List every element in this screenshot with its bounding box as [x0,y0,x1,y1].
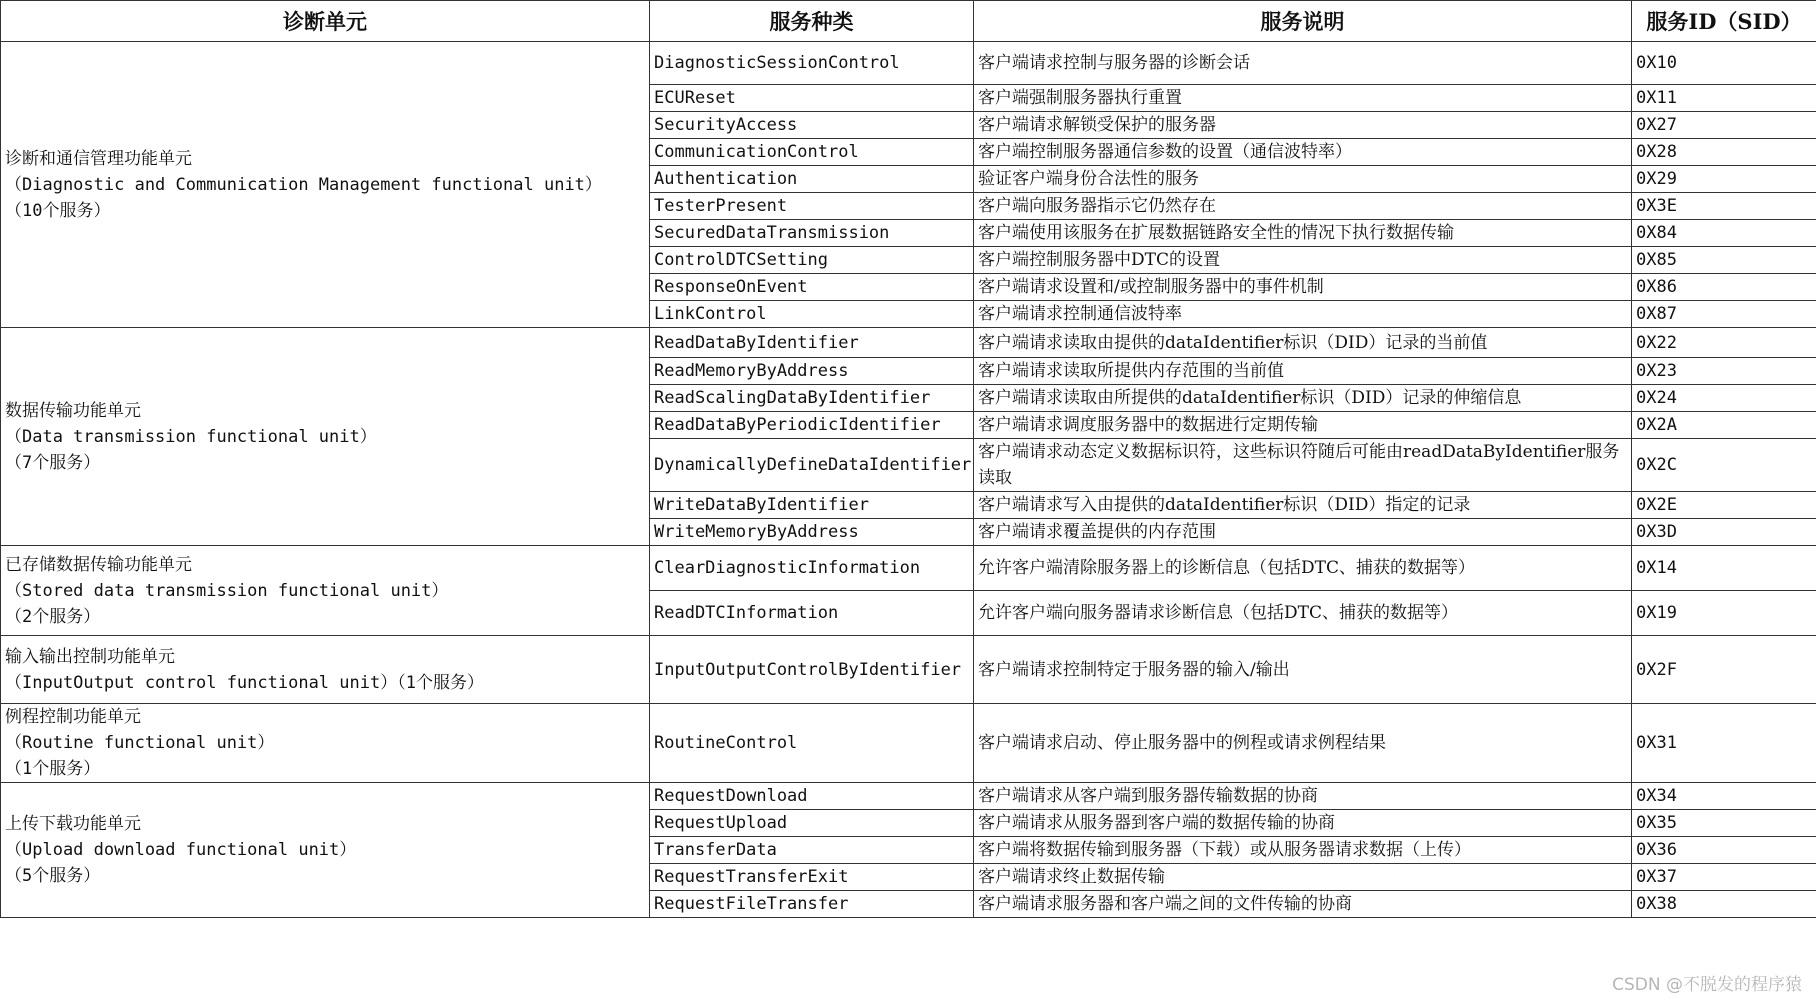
service-description-cell: 客户端请求从服务器到客户端的数据传输的协商 [974,810,1632,837]
service-id-cell: 0X85 [1632,247,1816,274]
service-name-cell: ResponseOnEvent [650,274,974,301]
service-description-cell: 客户端控制服务器中DTC的设置 [974,247,1632,274]
service-name-cell: RoutineControl [650,704,974,783]
service-name-cell: ReadDataByIdentifier [650,328,974,358]
service-description-cell: 客户端将数据传输到服务器（下载）或从服务器请求数据（上传） [974,837,1632,864]
service-id-cell: 0X19 [1632,591,1816,636]
table-body [1,42,1816,918]
service-id-cell: 0X24 [1632,385,1816,412]
service-name-cell: ReadDTCInformation [650,591,974,636]
service-description-cell: 客户端请求读取由所提供的dataIdentifier标识（DID）记录的伸缩信息 [974,385,1632,412]
service-description-cell: 客户端向服务器指示它仍然存在 [974,193,1632,220]
service-id-cell: 0X86 [1632,274,1816,301]
diagnostic-unit-cell: 上传下载功能单元 （Upload download functional unit） （5个服务） [1,783,650,918]
service-id-cell: 0X35 [1632,810,1816,837]
service-name-cell: LinkControl [650,301,974,328]
service-id-cell: 0X22 [1632,328,1816,358]
service-description-cell: 允许客户端向服务器请求诊断信息（包括DTC、捕获的数据等） [974,591,1632,636]
service-name-cell: RequestUpload [650,810,974,837]
table-row [1,704,1816,783]
service-id-cell: 0X2A [1632,412,1816,439]
table-row [1,783,1816,810]
service-id-cell: 0X11 [1632,85,1816,112]
header-service-type: 服务种类 [650,1,974,42]
service-id-cell: 0X2E [1632,492,1816,519]
header-service-description: 服务说明 [974,1,1632,42]
service-name-cell: RequestTransferExit [650,864,974,891]
watermark: CSDN @不脱发的程序猿 [1612,975,1802,995]
service-id-cell: 0X14 [1632,546,1816,591]
service-name-cell: WriteDataByIdentifier [650,492,974,519]
service-description-cell: 客户端请求服务器和客户端之间的文件传输的协商 [974,891,1632,918]
service-name-cell: CommunicationControl [650,139,974,166]
service-id-cell: 0X3D [1632,519,1816,546]
service-description-cell: 客户端请求终止数据传输 [974,864,1632,891]
service-name-cell: InputOutputControlByIdentifier [650,636,974,704]
service-description-cell: 客户端请求解锁受保护的服务器 [974,112,1632,139]
service-id-cell: 0X2C [1632,439,1816,492]
service-description-cell: 客户端使用该服务在扩展数据链路安全性的情况下执行数据传输 [974,220,1632,247]
diagnostic-unit-cell: 数据传输功能单元 （Data transmission functional unit） （7个服务） [1,328,650,546]
service-description-cell: 客户端请求写入由提供的dataIdentifier标识（DID）指定的记录 [974,492,1632,519]
service-description-cell: 客户端请求控制通信波特率 [974,301,1632,328]
service-name-cell: DiagnosticSessionControl [650,42,974,85]
table-row [1,546,1816,591]
service-name-cell: SecuredDataTransmission [650,220,974,247]
service-name-cell: ControlDTCSetting [650,247,974,274]
service-description-cell: 客户端请求控制特定于服务器的输入/输出 [974,636,1632,704]
service-description-cell: 客户端强制服务器执行重置 [974,85,1632,112]
service-name-cell: SecurityAccess [650,112,974,139]
service-id-cell: 0X84 [1632,220,1816,247]
header-service-id: 服务ID（SID） [1632,1,1816,42]
service-name-cell: ClearDiagnosticInformation [650,546,974,591]
service-description-cell: 允许客户端清除服务器上的诊断信息（包括DTC、捕获的数据等） [974,546,1632,591]
service-description-cell: 客户端请求启动、停止服务器中的例程或请求例程结果 [974,704,1632,783]
header-row [1,1,1816,42]
service-id-cell: 0X28 [1632,139,1816,166]
service-description-cell: 客户端请求调度服务器中的数据进行定期传输 [974,412,1632,439]
service-description-cell: 客户端请求读取所提供内存范围的当前值 [974,358,1632,385]
diagnostic-unit-cell: 例程控制功能单元 （Routine functional unit） （1个服务） [1,704,650,783]
service-id-cell: 0X10 [1632,42,1816,85]
service-id-cell: 0X29 [1632,166,1816,193]
table-row [1,328,1816,358]
service-id-cell: 0X31 [1632,704,1816,783]
table-row [1,42,1816,85]
service-name-cell: ReadDataByPeriodicIdentifier [650,412,974,439]
service-name-cell: TesterPresent [650,193,974,220]
service-description-cell: 客户端请求设置和/或控制服务器中的事件机制 [974,274,1632,301]
service-id-cell: 0X2F [1632,636,1816,704]
service-name-cell: ReadScalingDataByIdentifier [650,385,974,412]
service-name-cell: RequestFileTransfer [650,891,974,918]
service-description-cell: 客户端请求从客户端到服务器传输数据的协商 [974,783,1632,810]
service-description-cell: 客户端请求控制与服务器的诊断会话 [974,42,1632,85]
service-id-cell: 0X38 [1632,891,1816,918]
service-name-cell: ECUReset [650,85,974,112]
service-description-cell: 客户端请求动态定义数据标识符，这些标识符随后可能由readDataByIdentifier服务读取 [974,439,1632,492]
service-id-cell: 0X27 [1632,112,1816,139]
service-id-cell: 0X87 [1632,301,1816,328]
service-id-cell: 0X23 [1632,358,1816,385]
diagnostic-unit-cell: 已存储数据传输功能单元 （Stored data transmission functional unit） （2个服务） [1,546,650,636]
service-name-cell: TransferData [650,837,974,864]
service-name-cell: WriteMemoryByAddress [650,519,974,546]
service-id-cell: 0X36 [1632,837,1816,864]
table-row [1,636,1816,704]
header-diagnostic-unit: 诊断单元 [1,1,650,42]
service-id-cell: 0X3E [1632,193,1816,220]
service-description-cell: 验证客户端身份合法性的服务 [974,166,1632,193]
diagnostic-unit-cell: 诊断和通信管理功能单元 （Diagnostic and Communication Management functional unit） （10个服务） [1,42,650,328]
service-name-cell: Authentication [650,166,974,193]
service-id-cell: 0X37 [1632,864,1816,891]
service-name-cell: DynamicallyDefineDataIdentifier [650,439,974,492]
service-name-cell: RequestDownload [650,783,974,810]
service-description-cell: 客户端控制服务器通信参数的设置（通信波特率） [974,139,1632,166]
service-id-cell: 0X34 [1632,783,1816,810]
service-description-cell: 客户端请求覆盖提供的内存范围 [974,519,1632,546]
diagnostic-unit-cell: 输入输出控制功能单元 （InputOutput control functional unit）（1个服务） [1,636,650,704]
service-name-cell: ReadMemoryByAddress [650,358,974,385]
service-description-cell: 客户端请求读取由提供的dataIdentifier标识（DID）记录的当前值 [974,328,1632,358]
